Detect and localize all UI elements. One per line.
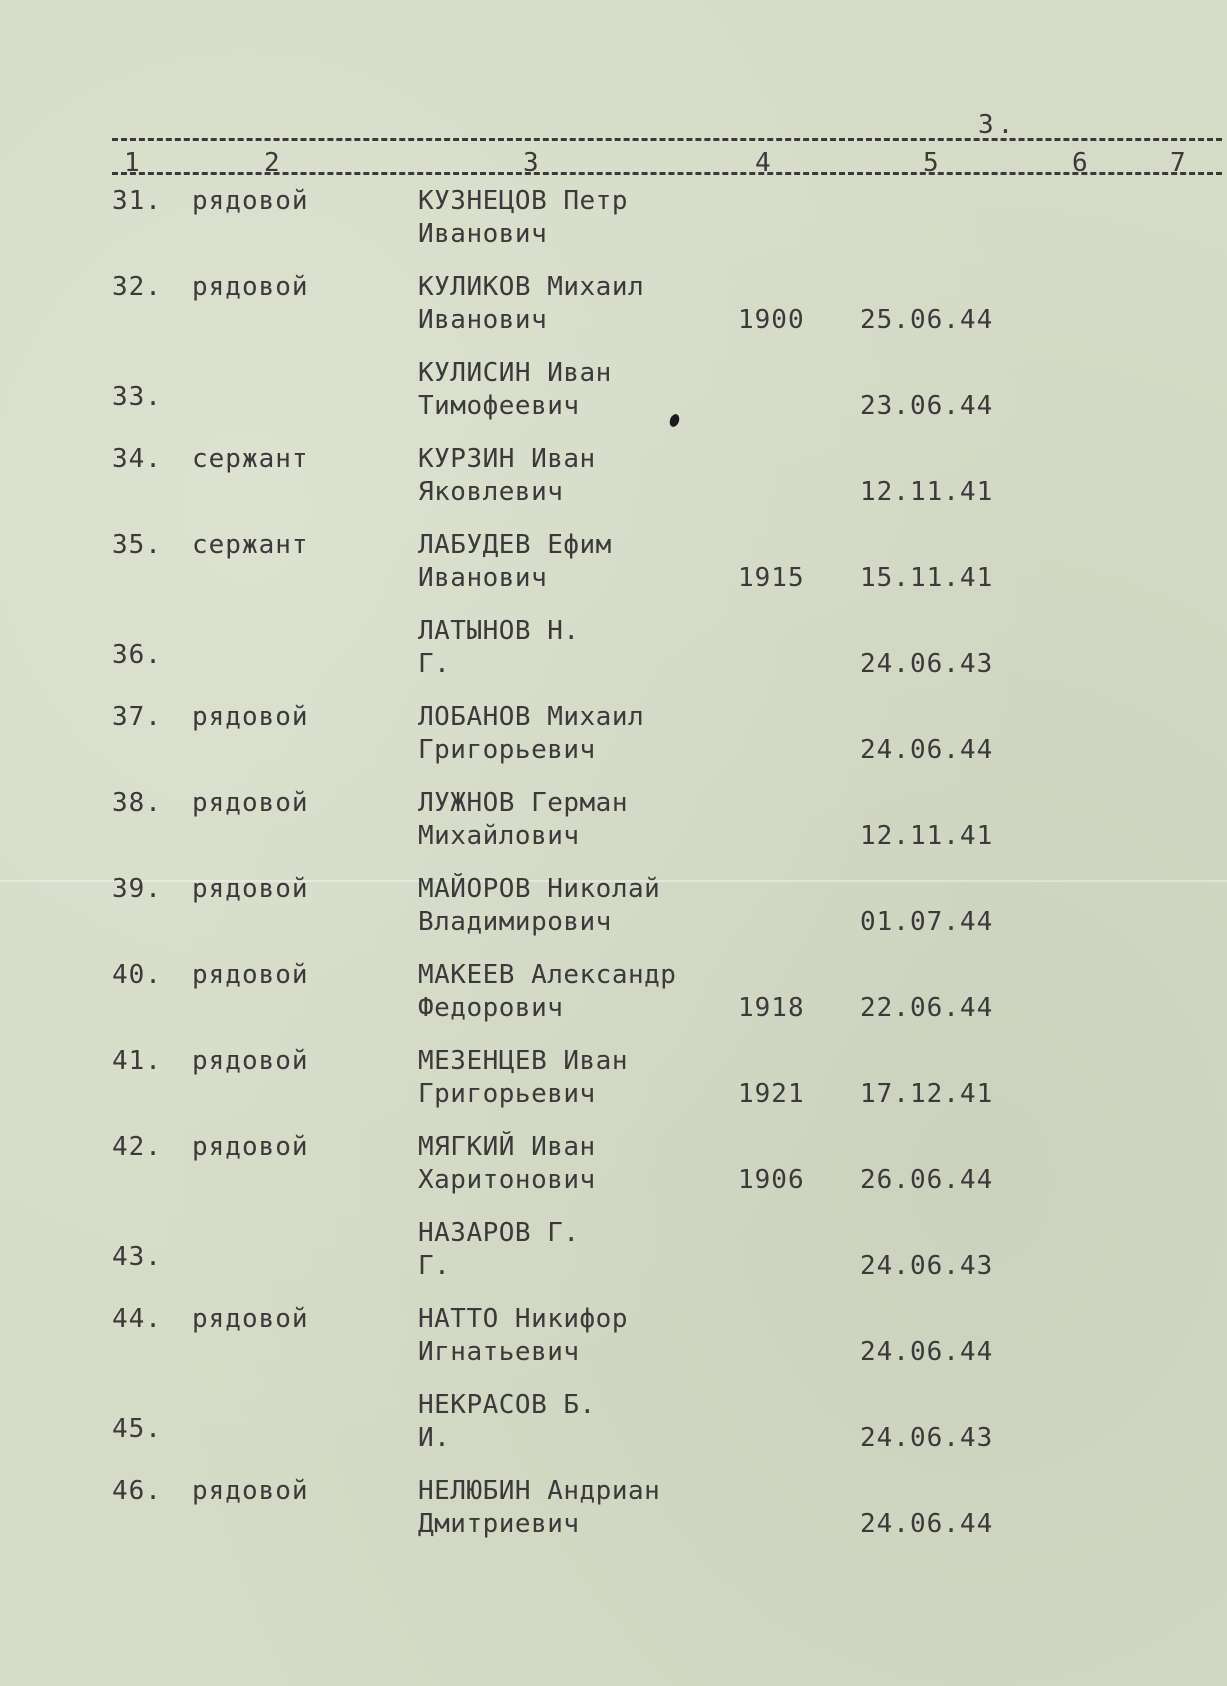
column-number-5: 5 <box>923 148 939 178</box>
record-number: 42. <box>112 1132 162 1162</box>
record-rank: рядовой <box>192 788 309 818</box>
record-rank: рядовой <box>192 1476 309 1506</box>
record-patronymic: Г. <box>418 1251 451 1281</box>
column-number-4: 4 <box>755 148 771 178</box>
record-number: 33. <box>112 382 162 412</box>
record-patronymic: Иванович <box>418 305 548 335</box>
record-birth-year: 1921 <box>738 1079 805 1109</box>
record-patronymic: Харитонович <box>418 1165 596 1195</box>
record-number: 44. <box>112 1304 162 1334</box>
record-date: 12.11.41 <box>860 477 994 507</box>
record-rank: сержант <box>192 530 309 560</box>
record-surname-name: КУЗНЕЦОВ Петр <box>418 186 628 216</box>
list-item <box>0 1476 1227 1556</box>
column-number-7: 7 <box>1170 148 1186 178</box>
record-patronymic: Иванович <box>418 219 548 249</box>
record-surname-name: МЯГКИЙ Иван <box>418 1132 596 1162</box>
record-patronymic: Яковлевич <box>418 477 564 507</box>
list-item <box>0 1390 1227 1470</box>
record-date: 17.12.41 <box>860 1079 994 1109</box>
record-rank: рядовой <box>192 1132 309 1162</box>
record-number: 31. <box>112 186 162 216</box>
record-patronymic: Дмитриевич <box>418 1509 580 1539</box>
record-surname-name: ЛОБАНОВ Михаил <box>418 702 645 732</box>
record-number: 39. <box>112 874 162 904</box>
list-item <box>0 1304 1227 1384</box>
record-rank: сержант <box>192 444 309 474</box>
list-item <box>0 874 1227 954</box>
record-rank: рядовой <box>192 960 309 990</box>
list-item <box>0 530 1227 610</box>
record-surname-name: КУРЗИН Иван <box>418 444 596 474</box>
record-rank: рядовой <box>192 874 309 904</box>
list-item <box>0 788 1227 868</box>
record-number: 32. <box>112 272 162 302</box>
header-top-rule <box>112 138 1222 141</box>
record-date: 01.07.44 <box>860 907 994 937</box>
page-number: 3. <box>978 110 1018 140</box>
record-birth-year: 1906 <box>738 1165 805 1195</box>
list-item <box>0 444 1227 524</box>
column-number-1: 1 <box>124 148 140 178</box>
record-surname-name: МЕЗЕНЦЕВ Иван <box>418 1046 628 1076</box>
record-rank: рядовой <box>192 186 309 216</box>
record-date: 23.06.44 <box>860 391 994 421</box>
record-date: 24.06.44 <box>860 735 994 765</box>
column-number-3: 3 <box>523 148 539 178</box>
record-birth-year: 1915 <box>738 563 805 593</box>
record-number: 35. <box>112 530 162 560</box>
record-date: 24.06.43 <box>860 1251 994 1281</box>
list-item <box>0 960 1227 1040</box>
record-surname-name: НАЗАРОВ Г. <box>418 1218 580 1248</box>
record-date: 24.06.44 <box>860 1337 994 1367</box>
record-patronymic: Г. <box>418 649 451 679</box>
list-item <box>0 616 1227 696</box>
list-item <box>0 186 1227 266</box>
record-date: 24.06.43 <box>860 649 994 679</box>
record-patronymic: Владимирович <box>418 907 612 937</box>
record-birth-year: 1918 <box>738 993 805 1023</box>
record-patronymic: Игнатьевич <box>418 1337 580 1367</box>
list-item <box>0 358 1227 438</box>
record-surname-name: КУЛИСИН Иван <box>418 358 612 388</box>
record-rank: рядовой <box>192 1046 309 1076</box>
record-surname-name: НАТТО Никифор <box>418 1304 628 1334</box>
record-date: 12.11.41 <box>860 821 994 851</box>
record-date: 15.11.41 <box>860 563 994 593</box>
record-patronymic: Иванович <box>418 563 548 593</box>
record-date: 26.06.44 <box>860 1165 994 1195</box>
record-date: 24.06.43 <box>860 1423 994 1453</box>
record-surname-name: ЛАБУДЕВ Ефим <box>418 530 612 560</box>
record-surname-name: НЕКРАСОВ Б. <box>418 1390 596 1420</box>
record-birth-year: 1900 <box>738 305 805 335</box>
list-item <box>0 702 1227 782</box>
record-date: 25.06.44 <box>860 305 994 335</box>
record-surname-name: МАЙОРОВ Николай <box>418 874 661 904</box>
record-patronymic: Григорьевич <box>418 1079 596 1109</box>
record-number: 43. <box>112 1242 162 1272</box>
record-number: 40. <box>112 960 162 990</box>
record-patronymic: Григорьевич <box>418 735 596 765</box>
record-surname-name: МАКЕЕВ Александр <box>418 960 677 990</box>
record-patronymic: Федорович <box>418 993 564 1023</box>
record-number: 46. <box>112 1476 162 1506</box>
record-date: 24.06.44 <box>860 1509 994 1539</box>
record-patronymic: Тимофеевич <box>418 391 580 421</box>
record-surname-name: КУЛИКОВ Михаил <box>418 272 645 302</box>
record-rank: рядовой <box>192 272 309 302</box>
record-number: 45. <box>112 1414 162 1444</box>
list-item <box>0 1046 1227 1126</box>
record-number: 34. <box>112 444 162 474</box>
column-number-2: 2 <box>264 148 280 178</box>
record-surname-name: НЕЛЮБИН Андриан <box>418 1476 661 1506</box>
list-item <box>0 272 1227 352</box>
record-rank: рядовой <box>192 702 309 732</box>
column-number-6: 6 <box>1072 148 1088 178</box>
record-number: 41. <box>112 1046 162 1076</box>
list-item <box>0 1218 1227 1298</box>
record-number: 36. <box>112 640 162 670</box>
record-surname-name: ЛУЖНОВ Герман <box>418 788 628 818</box>
record-patronymic: Михайлович <box>418 821 580 851</box>
record-patronymic: И. <box>418 1423 451 1453</box>
record-number: 38. <box>112 788 162 818</box>
record-rank: рядовой <box>192 1304 309 1334</box>
list-item <box>0 1132 1227 1212</box>
record-number: 37. <box>112 702 162 732</box>
record-surname-name: ЛАТЫНОВ Н. <box>418 616 580 646</box>
record-date: 22.06.44 <box>860 993 994 1023</box>
